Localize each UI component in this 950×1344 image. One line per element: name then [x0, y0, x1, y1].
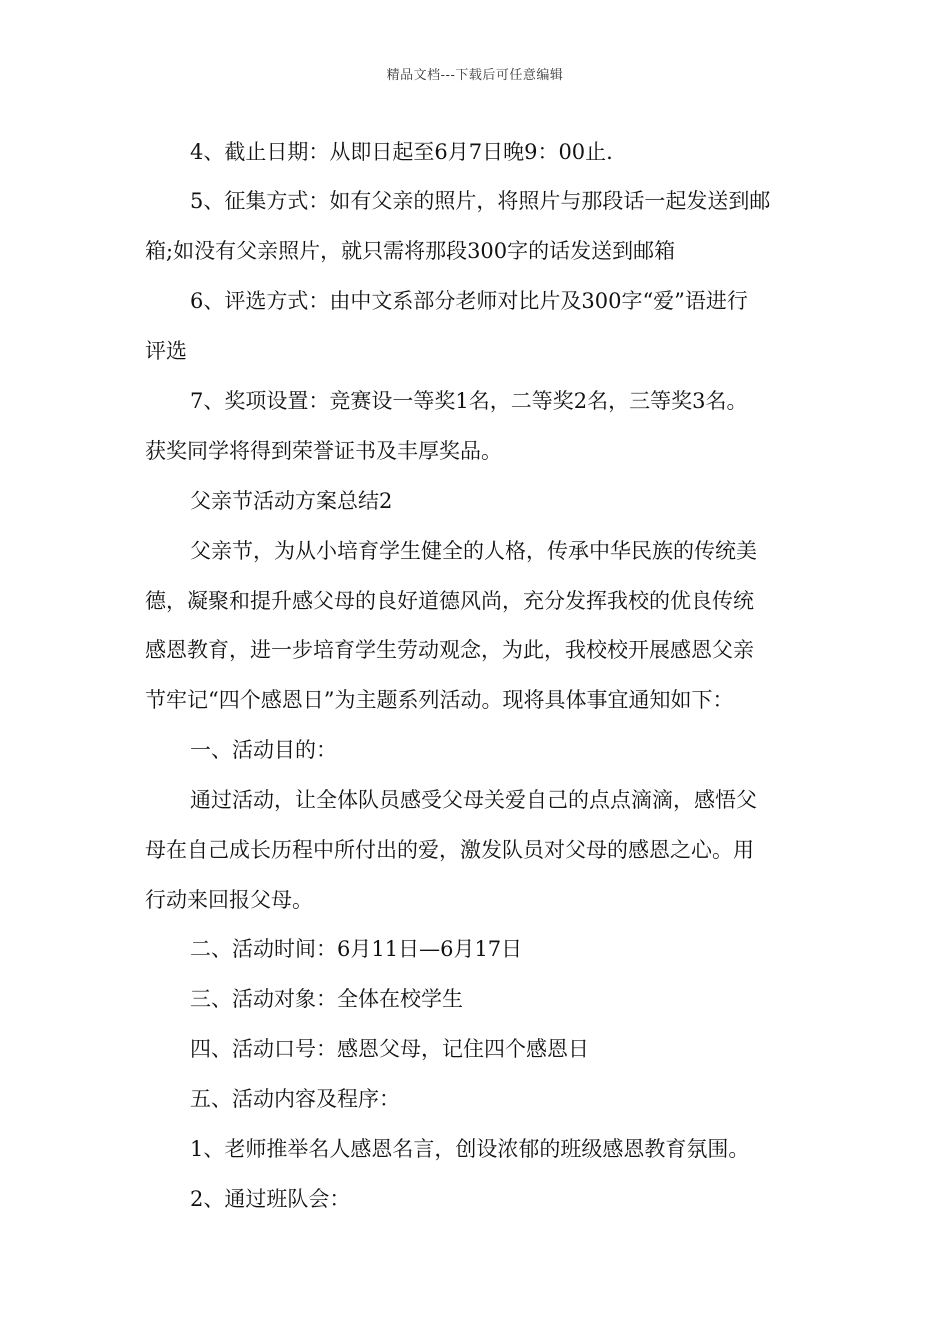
page-header: 精品文档---下载后可任意编辑 [386, 68, 564, 83]
section-heading: 三、活动对象：全体在校学生 [190, 987, 463, 1011]
text-line: 4、截止日期：从即日起至6月7日晚9：00止. [190, 140, 613, 164]
section-heading: 父亲节活动方案总结2 [190, 489, 393, 513]
text-line: 2、通过班队会： [190, 1187, 351, 1211]
text-line: 行动来回报父母。 [145, 888, 313, 912]
text-line: 评选 [145, 339, 187, 363]
section-heading: 一、活动目的： [190, 738, 337, 762]
text-line: 感恩教育，进一步培育学生劳动观念，为此，我校校开展感恩父亲 [145, 638, 754, 662]
text-line: 母在自己成长历程中所付出的爱，激发队员对父母的感恩之心。用 [145, 838, 754, 862]
text-line: 1、老师推举名人感恩名言，创设浓郁的班级感恩教育氛围。 [190, 1137, 750, 1161]
section-heading: 五、活动内容及程序： [190, 1087, 400, 1111]
text-line: 6、评选方式：由中文系部分老师对比片及300字“爱”语进行 [190, 289, 748, 313]
text-line: 7、奖项设置：竞赛设一等奖1名，二等奖2名，三等奖3名。 [190, 389, 748, 413]
text-line: 德，凝聚和提升感父母的良好道德风尚，充分发挥我校的优良传统 [145, 589, 754, 613]
text-line: 5、征集方式：如有父亲的照片，将照片与那段话一起发送到邮 [190, 189, 771, 213]
section-heading: 二、活动时间：6月11日—6月17日 [190, 937, 523, 961]
text-line: 箱;如没有父亲照片，就只需将那段300字的话发送到邮箱 [145, 239, 676, 263]
text-line: 父亲节，为从小培育学生健全的人格，传承中华民族的传统美 [190, 539, 757, 563]
text-line: 通过活动，让全体队员感受父母关爱自己的点点滴滴，感悟父 [190, 788, 757, 812]
text-line: 获奖同学将得到荣誉证书及丰厚奖品。 [145, 439, 502, 463]
section-heading: 四、活动口号：感恩父母，记住四个感恩日 [190, 1037, 589, 1061]
text-line: 节牢记“四个感恩日”为主题系列活动。现将具体事宜通知如下： [145, 688, 734, 712]
